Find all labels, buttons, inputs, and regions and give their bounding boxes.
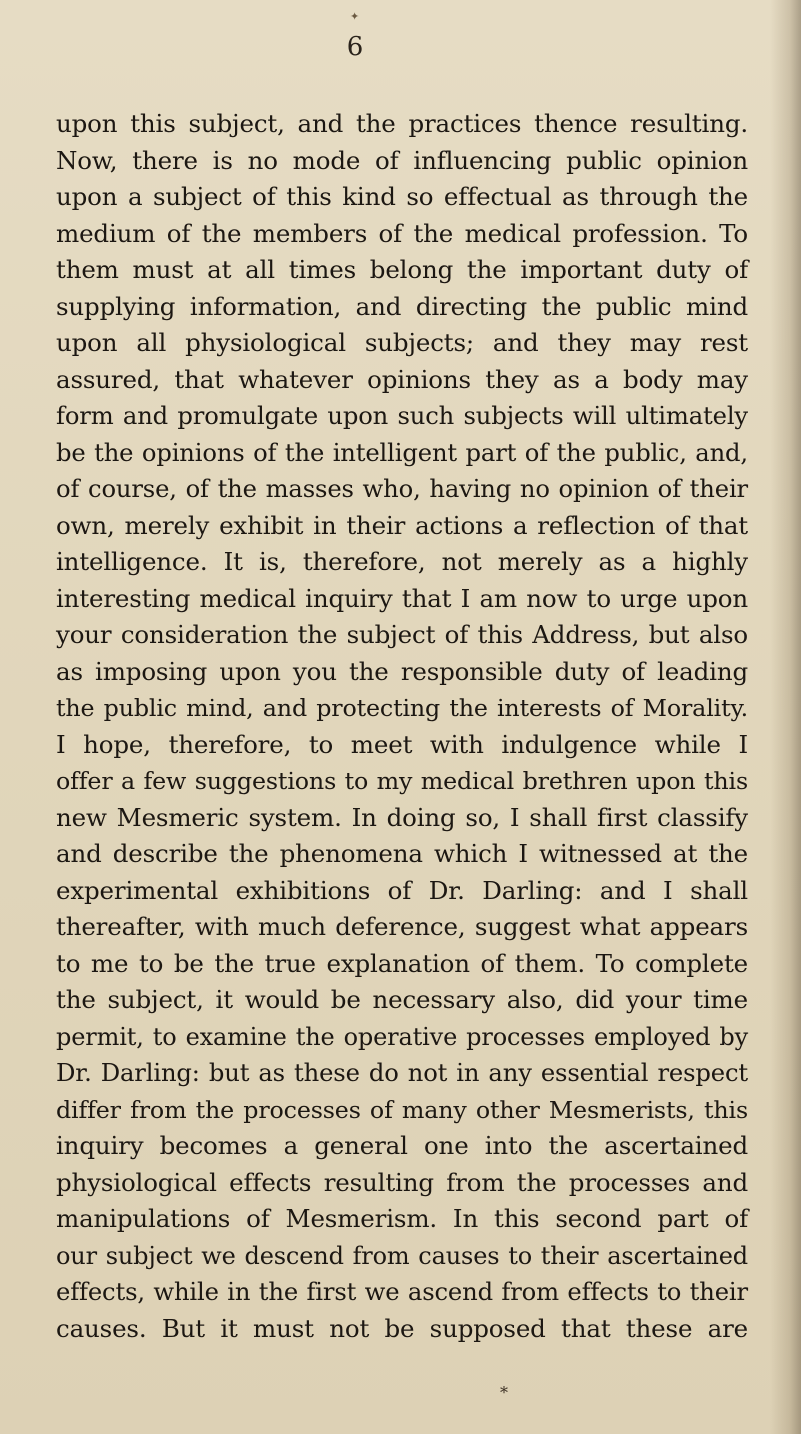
- text-line: upon this subject, and the practices thence resulting.: [56, 109, 748, 138]
- text-line: inquiry becomes a general one into the ascertained: [56, 1131, 748, 1160]
- text-line: intelligence. It is, therefore, not merely as a highly: [56, 547, 748, 576]
- page-number: 6: [346, 32, 364, 62]
- signature-mark: *: [500, 1383, 508, 1402]
- text-line: form and promulgate upon such subjects will ultimately: [56, 401, 748, 430]
- text-line: medium of the members of the medical profession. To: [56, 218, 748, 248]
- body-text: [56, 106, 748, 1347]
- text-line: thereafter, with much deference, suggest what appears: [56, 912, 748, 941]
- text-line: interesting medical inquiry that I am now to urge upon: [56, 583, 748, 613]
- text-line: and describe the phenomena which I witnessed at the: [56, 839, 748, 868]
- text-line: them must at all times belong the important duty of: [56, 255, 748, 284]
- text-line: assured, that whatever opinions they as a body may: [56, 364, 748, 394]
- text-line: experimental exhibitions of Dr. Darling: and I shall: [56, 875, 748, 905]
- text-line: your consideration the subject of this Address, but also: [56, 620, 748, 649]
- text-line: to me to be the true explanation of them. To complete: [56, 948, 748, 978]
- text-line: permit, to examine the operative processes employed by: [56, 1022, 748, 1051]
- text-line: causes. But it must not be supposed that these are: [56, 1313, 748, 1343]
- text-line: differ from the processes of many other Mesmerists, this: [56, 1095, 748, 1124]
- text-line: effects, while in the first we ascend from effects to their: [56, 1277, 748, 1306]
- text-line: upon a subject of this kind so effectual as through the: [56, 182, 748, 211]
- text-line: supplying information, and directing the public mind: [56, 291, 748, 321]
- text-line: own, merely exhibit in their actions a reflection of that: [56, 510, 748, 540]
- text-line: new Mesmeric system. In doing so, I shall first classify: [56, 802, 748, 832]
- text-line: as imposing upon you the responsible duty of leading: [56, 656, 748, 686]
- text-line: our subject we descend from causes to their ascertained: [56, 1241, 748, 1270]
- text-line: physiological effects resulting from the processes and: [56, 1167, 748, 1197]
- text-line: Dr. Darling: but as these do not in any essential respect: [56, 1058, 748, 1087]
- ornament-mark: ✦: [350, 10, 360, 23]
- text-line: I hope, therefore, to meet with indulgence while I: [56, 729, 748, 759]
- text-line: upon all physiological subjects; and they may rest: [56, 328, 748, 357]
- text-line: the subject, it would be necessary also, did your time: [56, 985, 748, 1014]
- text-line: offer a few suggestions to my medical brethren upon this: [56, 767, 748, 795]
- text-line: the public mind, and protecting the interests of Morality.: [56, 694, 748, 722]
- text-line: manipulations of Mesmerism. In this second part of: [56, 1204, 748, 1233]
- text-line: of course, of the masses who, having no opinion of their: [56, 474, 748, 503]
- text-line: Now, there is no mode of influencing public opinion: [56, 145, 748, 175]
- text-line: be the opinions of the intelligent part of the public, and,: [56, 437, 748, 467]
